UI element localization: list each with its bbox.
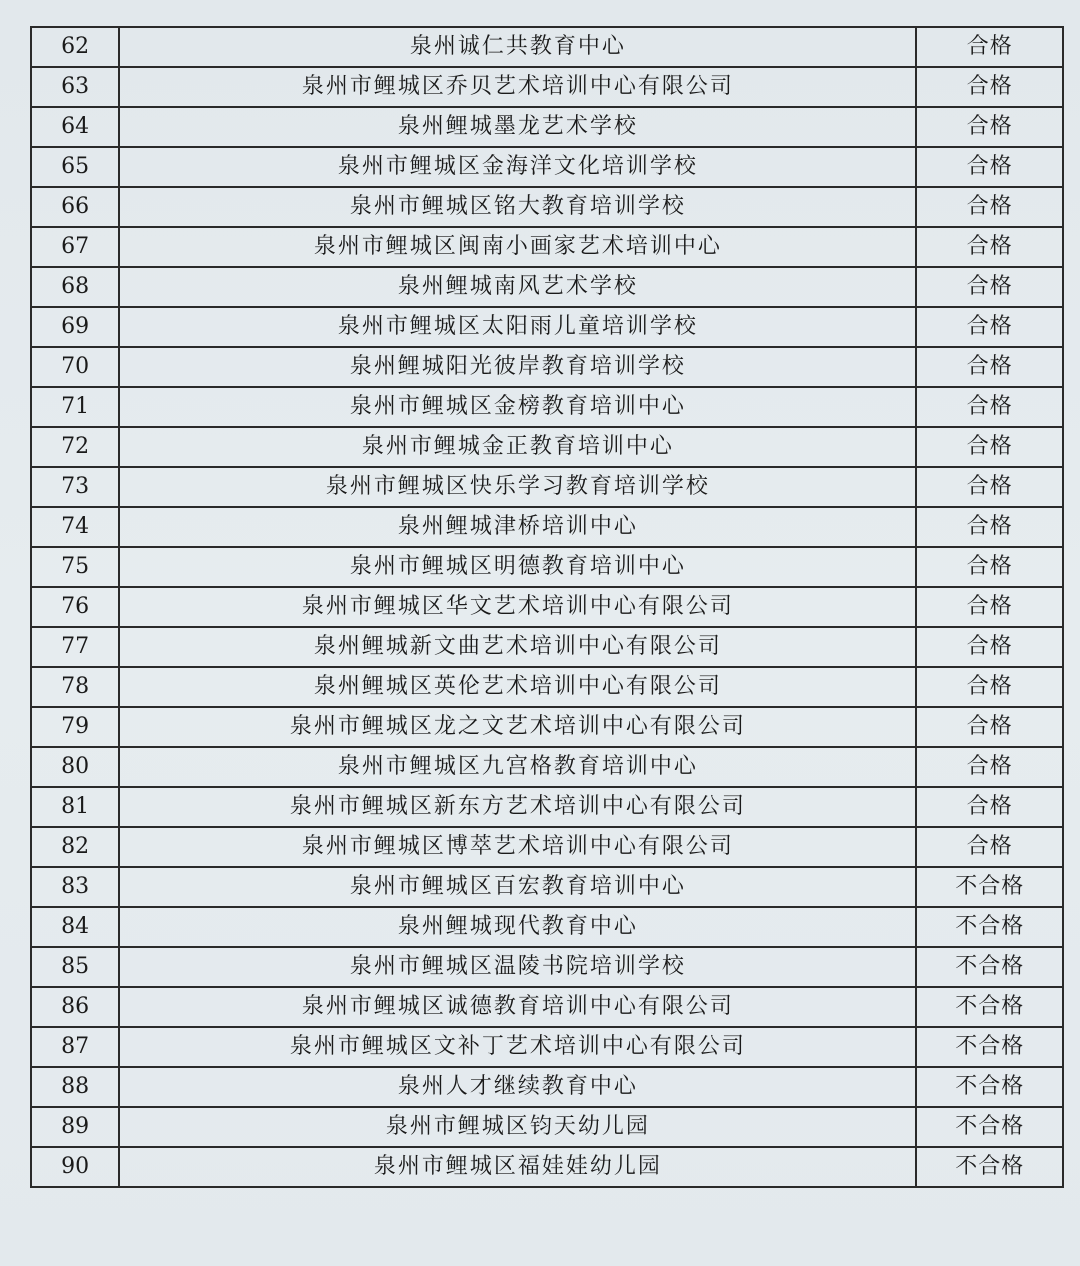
row-number: 88 <box>31 1067 119 1107</box>
row-number: 62 <box>31 27 119 67</box>
row-number: 75 <box>31 547 119 587</box>
inspection-results-table <box>30 26 1064 1188</box>
row-number: 85 <box>31 947 119 987</box>
institution-name: 泉州市鲤城区新东方艺术培训中心有限公司 <box>119 787 916 827</box>
row-number: 81 <box>31 787 119 827</box>
row-number: 64 <box>31 107 119 147</box>
table-row <box>31 987 1063 1027</box>
table-row <box>31 467 1063 507</box>
table-row <box>31 947 1063 987</box>
table-row <box>31 1147 1063 1187</box>
table-row <box>31 787 1063 827</box>
table-row <box>31 1027 1063 1067</box>
institution-name: 泉州市鲤城区文补丁艺术培训中心有限公司 <box>119 1027 916 1067</box>
table-body <box>31 27 1063 1187</box>
table-row <box>31 627 1063 667</box>
inspection-result: 合格 <box>916 827 1063 867</box>
institution-name: 泉州鲤城区英伦艺术培训中心有限公司 <box>119 667 916 707</box>
table-row <box>31 907 1063 947</box>
table-row <box>31 227 1063 267</box>
institution-name: 泉州市鲤城区闽南小画家艺术培训中心 <box>119 227 916 267</box>
inspection-result: 不合格 <box>916 1027 1063 1067</box>
institution-name: 泉州市鲤城区金榜教育培训中心 <box>119 387 916 427</box>
institution-name: 泉州市鲤城区华文艺术培训中心有限公司 <box>119 587 916 627</box>
institution-name: 泉州鲤城南风艺术学校 <box>119 267 916 307</box>
institution-name: 泉州鲤城墨龙艺术学校 <box>119 107 916 147</box>
row-number: 70 <box>31 347 119 387</box>
inspection-result: 合格 <box>916 147 1063 187</box>
table-row <box>31 347 1063 387</box>
inspection-result: 不合格 <box>916 867 1063 907</box>
table-row <box>31 1067 1063 1107</box>
table-row <box>31 107 1063 147</box>
inspection-result: 合格 <box>916 267 1063 307</box>
row-number: 87 <box>31 1027 119 1067</box>
inspection-result: 合格 <box>916 707 1063 747</box>
institution-name: 泉州市鲤城区福娃娃幼儿园 <box>119 1147 916 1187</box>
institution-name: 泉州市鲤城金正教育培训中心 <box>119 427 916 467</box>
institution-name: 泉州市鲤城区温陵书院培训学校 <box>119 947 916 987</box>
inspection-result: 不合格 <box>916 987 1063 1027</box>
row-number: 77 <box>31 627 119 667</box>
inspection-result: 合格 <box>916 467 1063 507</box>
inspection-result: 不合格 <box>916 947 1063 987</box>
institution-name: 泉州市鲤城区明德教育培训中心 <box>119 547 916 587</box>
inspection-result: 合格 <box>916 187 1063 227</box>
table-row <box>31 747 1063 787</box>
institution-name: 泉州鲤城新文曲艺术培训中心有限公司 <box>119 627 916 667</box>
inspection-result: 合格 <box>916 747 1063 787</box>
table-row <box>31 387 1063 427</box>
inspection-result: 不合格 <box>916 1067 1063 1107</box>
institution-name: 泉州市鲤城区太阳雨儿童培训学校 <box>119 307 916 347</box>
institution-name: 泉州人才继续教育中心 <box>119 1067 916 1107</box>
inspection-result: 合格 <box>916 787 1063 827</box>
inspection-result: 合格 <box>916 307 1063 347</box>
row-number: 65 <box>31 147 119 187</box>
row-number: 69 <box>31 307 119 347</box>
table-row <box>31 307 1063 347</box>
institution-name: 泉州市鲤城区博萃艺术培训中心有限公司 <box>119 827 916 867</box>
row-number: 67 <box>31 227 119 267</box>
table-row <box>31 667 1063 707</box>
inspection-result: 合格 <box>916 27 1063 67</box>
inspection-result: 不合格 <box>916 907 1063 947</box>
table-row <box>31 67 1063 107</box>
institution-name: 泉州诚仁共教育中心 <box>119 27 916 67</box>
table-row <box>31 427 1063 467</box>
inspection-result: 合格 <box>916 667 1063 707</box>
table-row <box>31 827 1063 867</box>
inspection-result: 不合格 <box>916 1107 1063 1147</box>
table-row <box>31 267 1063 307</box>
row-number: 80 <box>31 747 119 787</box>
inspection-result: 合格 <box>916 587 1063 627</box>
table-row <box>31 1107 1063 1147</box>
institution-name: 泉州市鲤城区百宏教育培训中心 <box>119 867 916 907</box>
table-row <box>31 547 1063 587</box>
institution-name: 泉州市鲤城区龙之文艺术培训中心有限公司 <box>119 707 916 747</box>
row-number: 71 <box>31 387 119 427</box>
row-number: 89 <box>31 1107 119 1147</box>
inspection-result: 合格 <box>916 627 1063 667</box>
institution-name: 泉州市鲤城区九宫格教育培训中心 <box>119 747 916 787</box>
row-number: 78 <box>31 667 119 707</box>
row-number: 83 <box>31 867 119 907</box>
table-row <box>31 187 1063 227</box>
row-number: 63 <box>31 67 119 107</box>
table-row <box>31 867 1063 907</box>
institution-name: 泉州鲤城现代教育中心 <box>119 907 916 947</box>
row-number: 79 <box>31 707 119 747</box>
table-row <box>31 27 1063 67</box>
row-number: 90 <box>31 1147 119 1187</box>
inspection-result: 合格 <box>916 547 1063 587</box>
row-number: 86 <box>31 987 119 1027</box>
table-row <box>31 707 1063 747</box>
inspection-result: 合格 <box>916 347 1063 387</box>
row-number: 82 <box>31 827 119 867</box>
row-number: 76 <box>31 587 119 627</box>
institution-name: 泉州市鲤城区诚德教育培训中心有限公司 <box>119 987 916 1027</box>
institution-name: 泉州市鲤城区铭大教育培训学校 <box>119 187 916 227</box>
inspection-result: 合格 <box>916 507 1063 547</box>
row-number: 68 <box>31 267 119 307</box>
table-row <box>31 147 1063 187</box>
row-number: 74 <box>31 507 119 547</box>
institution-name: 泉州市鲤城区金海洋文化培训学校 <box>119 147 916 187</box>
inspection-result: 合格 <box>916 67 1063 107</box>
institution-name: 泉州市鲤城区乔贝艺术培训中心有限公司 <box>119 67 916 107</box>
inspection-result: 合格 <box>916 387 1063 427</box>
table-row <box>31 587 1063 627</box>
inspection-result: 合格 <box>916 227 1063 267</box>
institution-name: 泉州市鲤城区快乐学习教育培训学校 <box>119 467 916 507</box>
row-number: 73 <box>31 467 119 507</box>
row-number: 72 <box>31 427 119 467</box>
institution-name: 泉州鲤城津桥培训中心 <box>119 507 916 547</box>
row-number: 84 <box>31 907 119 947</box>
inspection-result: 不合格 <box>916 1147 1063 1187</box>
row-number: 66 <box>31 187 119 227</box>
table-row <box>31 507 1063 547</box>
institution-name: 泉州市鲤城区钧天幼儿园 <box>119 1107 916 1147</box>
inspection-result: 合格 <box>916 107 1063 147</box>
inspection-result: 合格 <box>916 427 1063 467</box>
institution-name: 泉州鲤城阳光彼岸教育培训学校 <box>119 347 916 387</box>
